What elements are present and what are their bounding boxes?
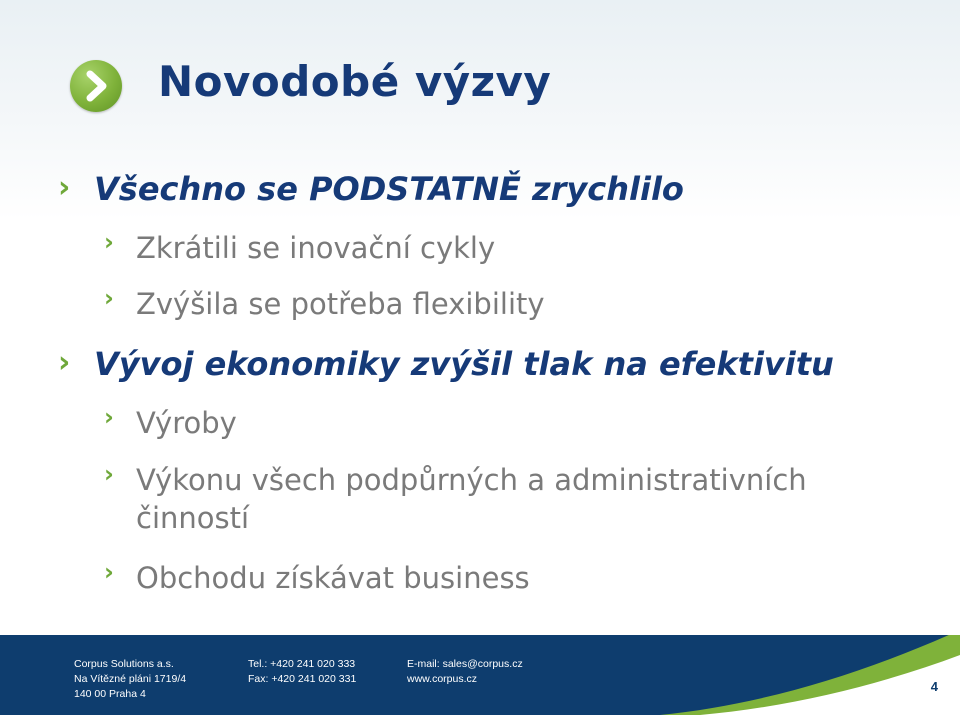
footer-company: Corpus Solutions a.s. xyxy=(74,658,174,670)
bullet-text: Vývoj ekonomiky zvýšil tlak na efektivitu xyxy=(94,345,834,383)
chevron-right-icon: › xyxy=(58,345,71,380)
footer-fax: Fax: +420 241 020 331 xyxy=(248,673,357,685)
slide-header xyxy=(70,55,930,117)
arrow-circle-icon xyxy=(70,60,122,112)
chevron-right-icon: › xyxy=(104,284,114,312)
footer-web[interactable]: www.corpus.cz xyxy=(407,673,478,685)
footer-phones xyxy=(248,657,356,687)
footer-email[interactable]: E-mail: sales@corpus.cz xyxy=(407,658,523,670)
page-title: Novodobé výzvy xyxy=(158,57,552,106)
sub-bullet-text: Zvýšila se potřeba flexibility xyxy=(136,287,545,321)
bullet-text: Všechno se PODSTATNĚ zrychlilo xyxy=(94,170,684,208)
sub-bullet-text: Zkrátili se inovační cykly xyxy=(136,231,496,265)
footer-address xyxy=(74,657,186,702)
chevron-right-icon: › xyxy=(104,460,114,488)
footer-tel: Tel.: +420 241 020 333 xyxy=(248,658,356,670)
chevron-right-icon: › xyxy=(104,228,114,256)
footer-bar xyxy=(0,635,960,715)
footer-city: 140 00 Praha 4 xyxy=(74,688,146,700)
chevron-right-icon: › xyxy=(104,403,114,431)
sub-bullet-text: Výkonu všech podpůrných a administrativních xyxy=(136,463,807,497)
page-number: 4 xyxy=(930,679,938,694)
sub-bullet-text: činností xyxy=(136,501,250,535)
sub-bullet-text: Výroby xyxy=(136,406,237,440)
chevron-right-icon: › xyxy=(58,170,71,205)
chevron-right-icon: › xyxy=(104,558,114,586)
sub-bullet-text: Obchodu získávat business xyxy=(136,561,530,595)
footer-street: Na Vítězné pláni 1719/4 xyxy=(74,673,187,685)
footer-contacts xyxy=(407,657,523,687)
